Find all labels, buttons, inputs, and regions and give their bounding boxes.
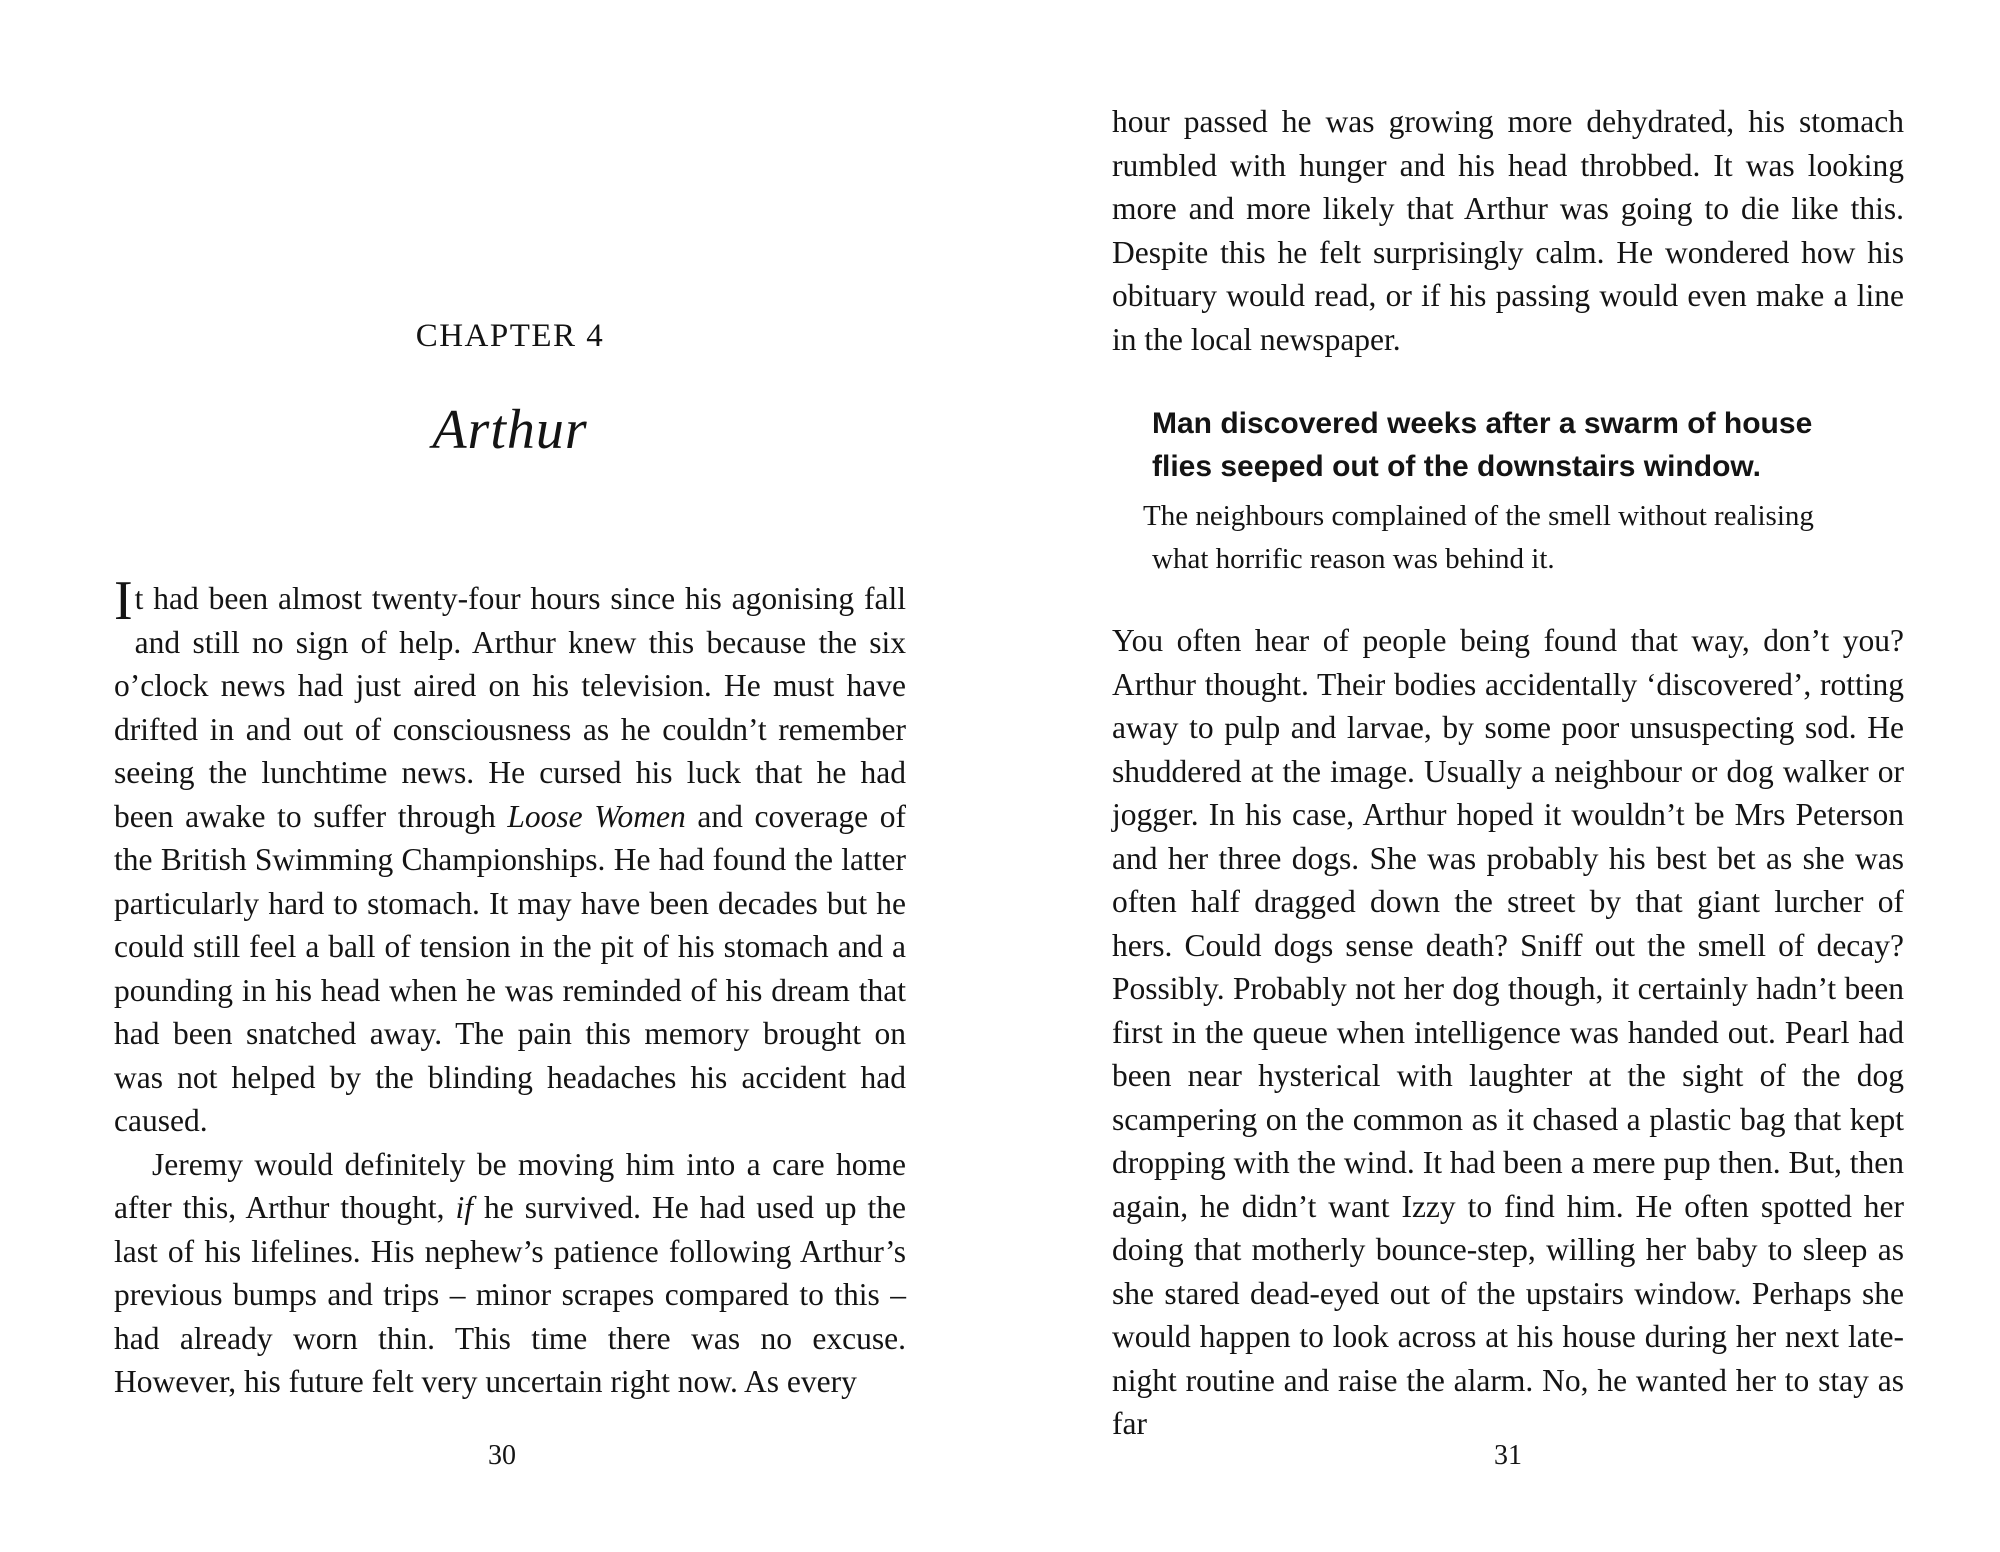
paragraph-1-italic: Loose Women <box>507 798 686 834</box>
newspaper-subheadline <box>1143 495 1883 581</box>
page-number-left: 30 <box>488 1440 516 1471</box>
paragraph-1 <box>114 570 906 1143</box>
paragraph-top: hour passed he was growing more dehydrated, his stomach rumbled with hunger and his head throbbed. It was looking more and more likely that Arthur was going to die like this. Despite this he felt surprisingly calm. He wondered how his obituary would read, or if his passing would even make a line in the local newspaper. <box>1112 104 1904 357</box>
left-body <box>114 570 906 1404</box>
right-body-bottom <box>1112 619 1904 1446</box>
paragraph-2-italic: if <box>455 1190 473 1225</box>
chapter-title: Arthur <box>432 399 588 461</box>
drop-cap: I <box>114 570 133 632</box>
paragraph-1-end: and coverage of the British Swimming Championships. He had found the latter particularly hard to stomach. It may have been decades but he could still feel a ball of tension in the pit of his stomach and a pounding in his head when he was reminded of his dream that had been snatched away. The pain this memory brought on was not helped by the blinding headaches his accident had caused. <box>114 798 906 1138</box>
newspaper-headline: Man discovered weeks after a swarm of house flies seeped out of the downstairs window. <box>1152 407 1813 483</box>
page-number-right: 31 <box>1494 1440 1522 1471</box>
paragraph-1-text: t had been almost twenty-four hours since his agonising fall and still no sign of help. Arthur knew this because the six o’clock news had just aired on his television. He must have drifted in and out of consciousness as he couldn’t remember seeing the lunchtime news. He cursed his luck that he had been awake to suffer through <box>114 581 906 834</box>
subheadline-line-1: The neighbours complained of the smell without realising <box>1143 500 1814 532</box>
chapter-label: CHAPTER 4 <box>415 318 605 354</box>
right-body-top <box>1112 100 1904 361</box>
subheadline-line-2: what horrific reason was behind it. <box>1152 543 1555 575</box>
paragraph-2 <box>114 1143 906 1404</box>
paragraph-2-end: he survived. He had used up the last of his lifelines. His nephew’s patience following Arthur’s previous bumps and trips – minor scrapes compared to this – had already worn thin. This time there was no excuse. However, his future felt very uncertain right now. As every <box>114 1190 906 1399</box>
paragraph-2-text: Jeremy would definitely be moving him into a care home after this, Arthur thought, <box>114 1146 906 1225</box>
paragraph-bottom: You often hear of people being found that way, don’t you? Arthur thought. Their bodies accidentally ‘discovered’, rotting away to pulp and larvae, by some poor unsuspecting sod. He shuddered at the image. Usually a neighbour or dog walker or jogger. In his case, Arthur hoped it wouldn’t be Mrs Peterson and her three dogs. She was probably his best bet as she was often half dragged down the street by that giant lurcher of hers. Could dogs sense death? Sniff out the smell of decay? Possibly. Probably not her dog though, it certainly hadn’t been first in the queue when intelligence was handed out. Pearl had been near hysterical with laughter at the sight of the dog scampering on the common as it chased a plastic bag that kept dropping with the wind. It had been a mere pup then. But, then again, he didn’t want Izzy to find him. He often spotted her doing that motherly bounce-step, willing her baby to sleep as she stared dead-eyed out of the upstairs window. Perhaps she would happen to look across at his house during her next late-night routine and raise the alarm. No, he wanted her to stay as far <box>1112 623 1904 1441</box>
